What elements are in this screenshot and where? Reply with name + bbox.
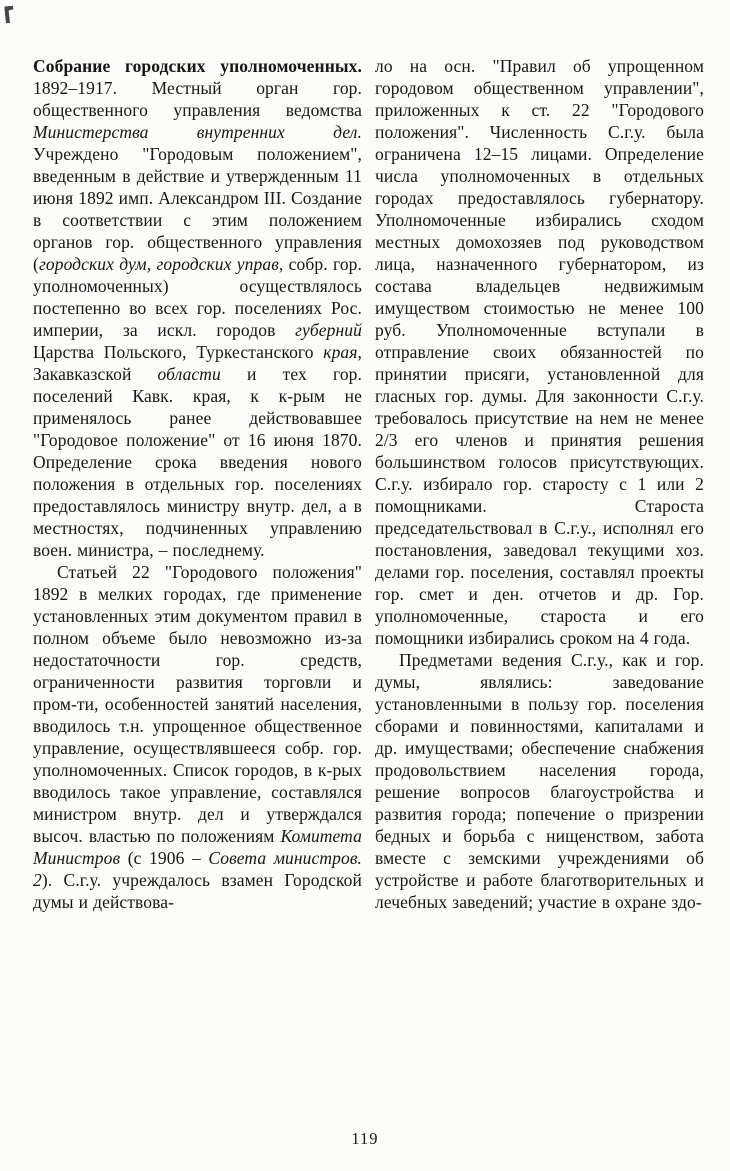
- text-run: (с 1906 –: [120, 848, 209, 868]
- text-run: Собрание городских уполномоченных.: [33, 56, 362, 76]
- text-run: края,: [323, 342, 362, 362]
- text-columns: [33, 55, 704, 913]
- text-run: области: [157, 364, 221, 384]
- text-run: Комитета Министров: [33, 826, 362, 868]
- paragraph: [33, 55, 362, 561]
- text-run: и тех гор. поселений Кавк. края, к к-рым не применялось ранее действовавшее "Городовое положение" от 16 июня 1870. Определение срока введения нового положения в отдельных гор. поселениях предоставлялось министру внутр. дел, а в местностях, подчиненных управлению воен. министра, – последнему.: [33, 364, 362, 560]
- text-run: собр. гор. уполномоченных) осуществлялось постепенно во всех гор. поселениях Рос. империи, за искл. городов: [33, 254, 362, 340]
- paragraph: [375, 55, 704, 649]
- text-run: Учреждено "Городовым положением", введенным в действие и утвержденным 11 июня 1892 имп. Александром III. Создание в соответствии с этим положением органов гор. общественного управления (: [33, 144, 362, 274]
- text-run: Закавказской: [33, 364, 158, 384]
- right-column: [375, 55, 704, 913]
- text-run: Совета министров. 2: [33, 848, 362, 890]
- scan-artifact-mark: [4, 6, 15, 24]
- text-run: 1892–1917. Местный орган гор. общественного управления ведомства: [33, 78, 362, 120]
- text-run: ло на осн. "Правил об упрощенном городовом общественном управлении", приложенных к ст. 22 "Городового положения". Численность С.г.у. была ограничена 12–15 лицами. Определение числа уполномоченных в отдельных городах предоставлялось губернатору. Уполномоченные избирались сходом местных домохозяев под руководством лица, назначенного губернатором, из состава владельцев недвижимым имуществом стоимостью не менее 100 руб. Уполномоченные вступали в отправление своих обязанностей по принятии присяги, установленной для гласных гор. думы. Для законности С.г.у. требовалось присутствие на нем не менее 2/3 его членов и принятия решения большинством голосов присутствующих. С.г.у. избирало гор. старосту с 1 или 2 помощниками. Староста председательствовал в С.г.у., исполнял его постановления, заведовал текущими хоз. делами гор. поселения, составлял проекты гор. смет и ден. отчетов и др. Гор. уполномоченные, староста и его помощники избирались сроком на 4 года.: [375, 56, 704, 648]
- text-run: ). С.г.у. учреждалось взамен Городской думы и действова-: [33, 870, 362, 912]
- paragraph: [33, 561, 362, 913]
- text-run: Предметами ведения С.г.у., как и гор. думы, являлись: заведование установленными в пользу гор. поселения сборами и повинностями, капиталами и др. имуществами; обеспечение снабжения продовольствием населения города, решение вопросов благоустройства и развития города; попечение о призрении бедных и борьба с нищенством, забота вместе с земскими учреждениями об устройстве и работе благотворительных и лечебных заведений; участие в охране здо-: [375, 650, 704, 912]
- text-run: губерний: [295, 320, 362, 340]
- left-column: [33, 55, 362, 913]
- page-number: 119: [351, 1129, 379, 1148]
- text-run: Министерства внутренних дел.: [33, 122, 362, 142]
- text-run: Царства Польского, Туркестанского: [33, 342, 324, 362]
- text-run: Статьей 22 "Городового положения" 1892 в мелких городах, где применение установленных этим документом правил в полном объеме было невозможно из-за недостаточности гор. средств, ограниченности развития торговли и пром-ти, особенностей занятий населения, вводилось т.н. упрощенное общественное управление, осуществлявшееся собр. гор. уполномоченных. Список городов, в к-рых вводилось такое управление, составлялся министром внутр. дел и утверждался высоч. властью по положениям: [33, 562, 362, 846]
- text-run: городских дум, городских управ,: [38, 254, 284, 274]
- paragraph: [375, 649, 704, 913]
